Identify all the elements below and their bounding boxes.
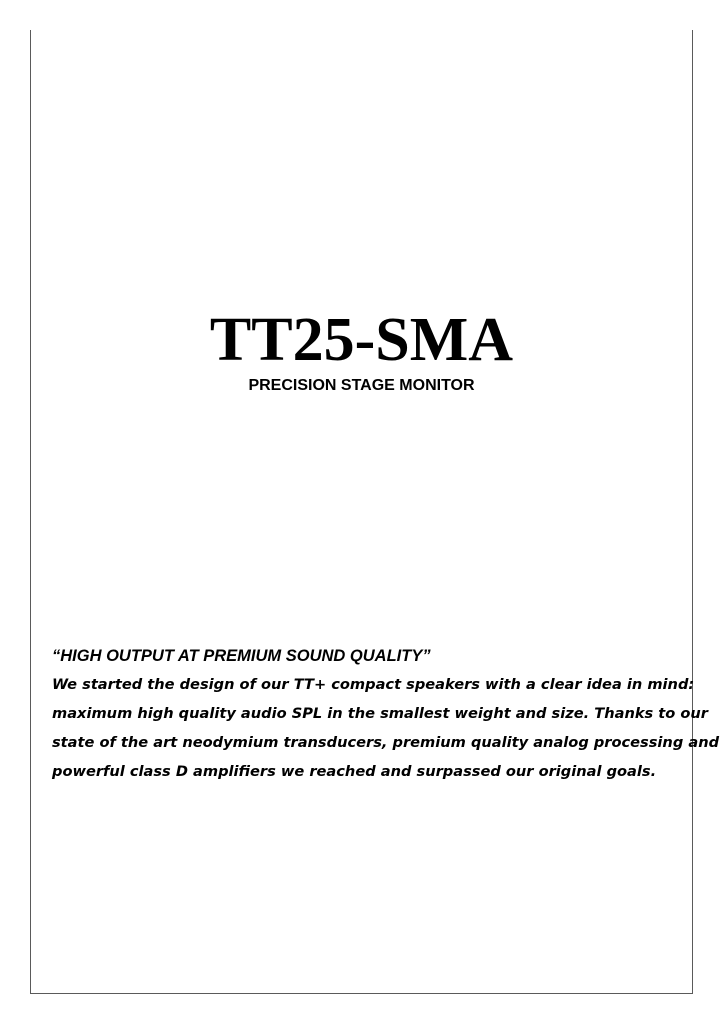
tagline: “HIGH OUTPUT AT PREMIUM SOUND QUALITY”	[52, 647, 431, 665]
intro-section	[52, 644, 720, 786]
description-line: We started the design of our TT+ compact speakers with a clear idea in mind:	[52, 676, 695, 693]
description-paragraph	[52, 670, 720, 786]
title-block	[30, 305, 693, 396]
description-line: maximum high quality audio SPL in the smallest weight and size. Thanks to our	[52, 705, 708, 722]
description-line: state of the art neodymium transducers, premium quality analog processing and	[52, 734, 720, 751]
product-subtitle: PRECISION STAGE MONITOR	[248, 377, 475, 394]
description-line: powerful class D amplifiers we reached and surpassed our original goals.	[52, 763, 657, 780]
product-title: TT25-SMA	[209, 306, 514, 374]
page-border	[30, 30, 720, 994]
